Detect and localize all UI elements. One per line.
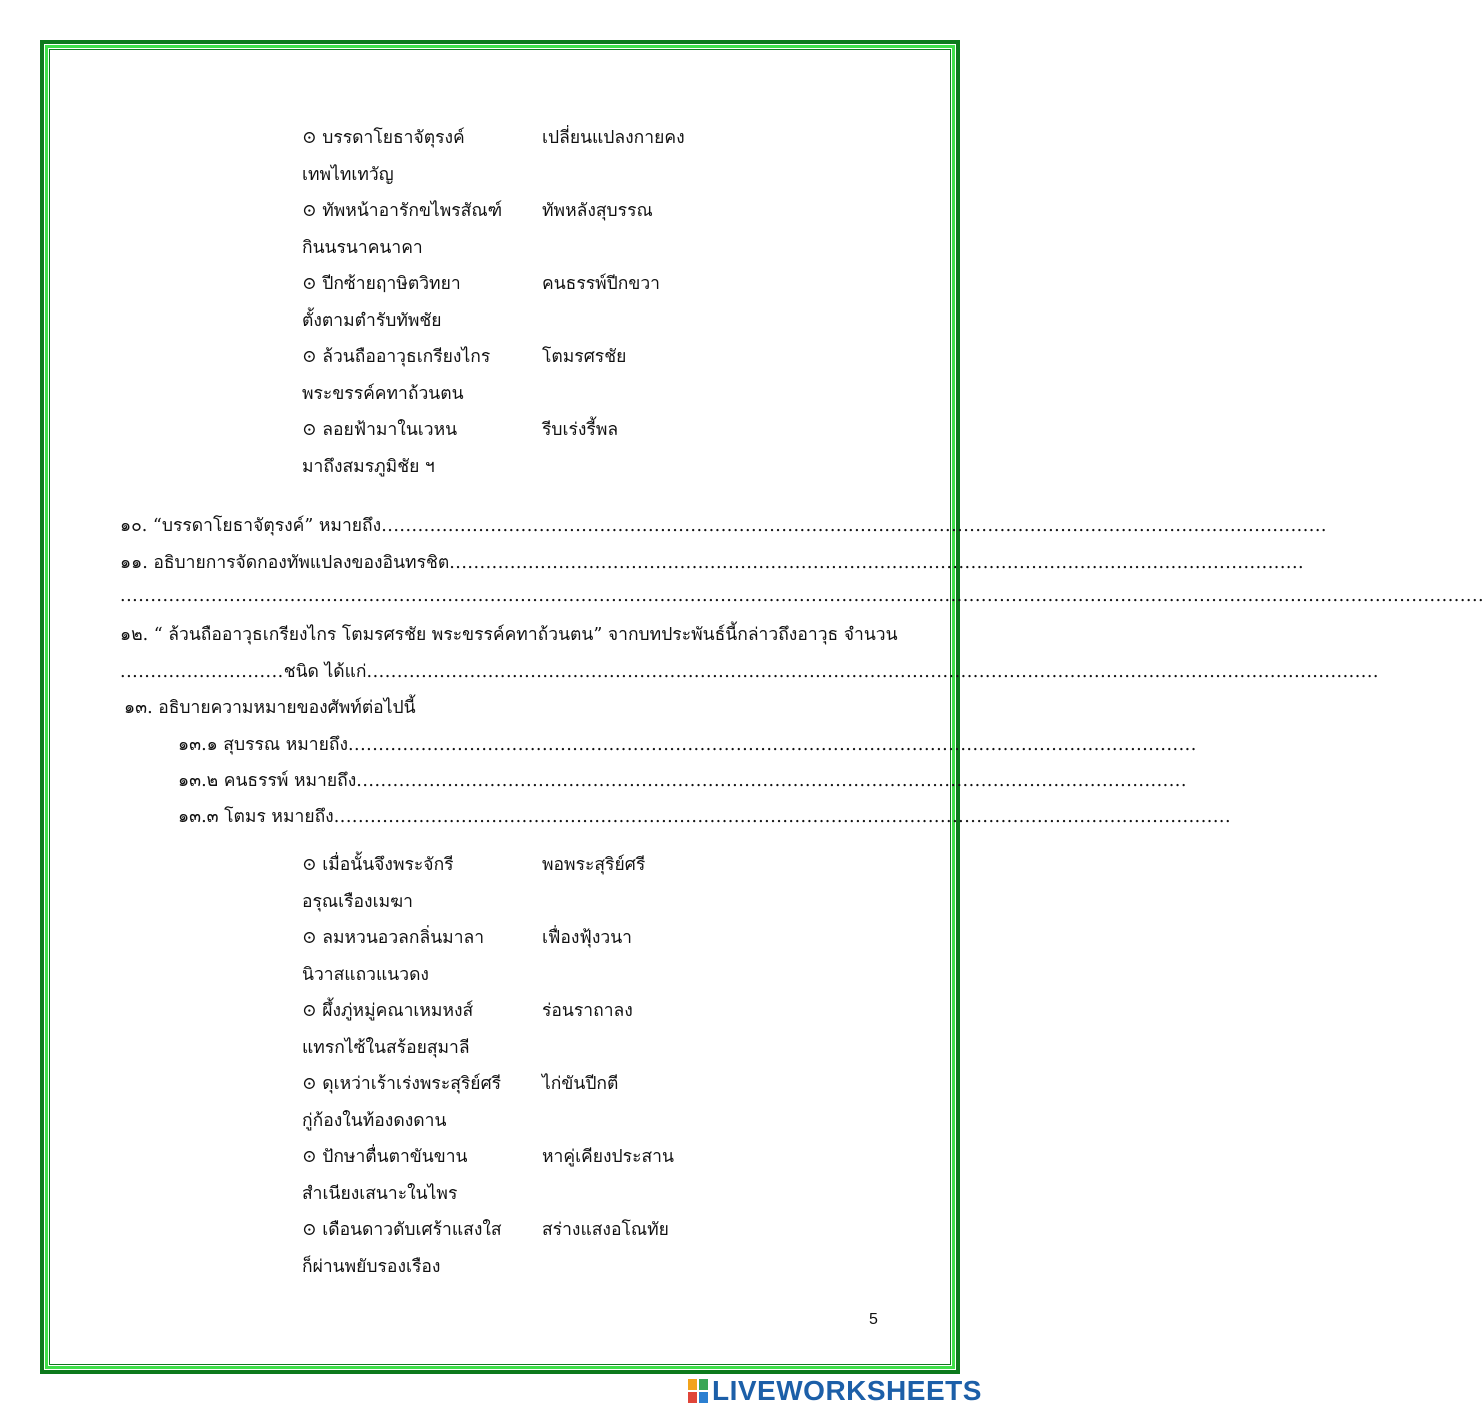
question-13-3 (178, 802, 1232, 830)
verse-first-half: ⊙ บรรดาโยธาจัตุรงค์ (302, 128, 465, 148)
question-10 (120, 511, 1327, 539)
question-12 (120, 620, 898, 648)
verse-line (302, 1103, 862, 1140)
verse-line (302, 1212, 862, 1249)
verse-line (302, 993, 862, 1030)
verse-first-half: ตั้งตามตำรับทัพชัย (302, 310, 442, 331)
verse-first-half: นิวาสแถวแนวดง (302, 964, 429, 985)
verse-first-half: อรุณเรืองเมฆา (302, 891, 413, 912)
verse-second-half: คนธรรพ์ปีกขวา (542, 274, 661, 294)
verse-line (302, 303, 862, 340)
question-11-line2 (120, 586, 1484, 606)
verse-block-1 (302, 120, 862, 485)
verse-first-half: เทพไทเทวัญ (302, 164, 394, 185)
verse-line (302, 884, 862, 921)
verse-line (302, 412, 862, 449)
liveworksheets-logo-icon (688, 1379, 708, 1403)
question-13-text: ๑๓. อธิบายความหมายของศัพท์ต่อไปนี้ (124, 698, 416, 718)
verse-line (302, 339, 862, 376)
answer-blank-12-list[interactable]: ....................................................................................................................................................................... (366, 662, 1379, 682)
question-13-1 (178, 730, 1197, 758)
verse-second-half: พอพระสุริย์ศรี (542, 855, 646, 875)
watermark-text: LIVEWORKSHEETS (712, 1375, 982, 1406)
verse-first-half: แทรกไซ้ในสร้อยสุมาลี (302, 1037, 470, 1058)
verse-first-half: ⊙ ปีกซ้ายฤาษิตวิทยา (302, 274, 461, 294)
verse-line (302, 957, 862, 994)
question-11-text: ๑๑. อธิบายการจัดกองทัพแปลงของอินทรชิต (120, 553, 450, 573)
verse-first-half: ⊙ ดุเหว่าเร้าเร่งพระสุริย์ศรี (302, 1074, 502, 1094)
liveworksheets-watermark[interactable] (688, 1374, 982, 1408)
verse-first-half: ⊙ เมื่อนั้นจึงพระจักรี (302, 855, 454, 875)
verse-first-half: ⊙ ปักษาตื่นตาขันขาน (302, 1147, 468, 1167)
verse-first-half: ⊙ ผึ้งภู่หมู่คณาเหมหงส์ (302, 1001, 474, 1021)
question-13-3-text: ๑๓.๓ โตมร หมายถึง (178, 807, 334, 827)
verse-second-half: เปลี่ยนแปลงกายคง (542, 128, 685, 148)
verse-first-half: ⊙ ลอยฟ้ามาในเวหน (302, 420, 458, 440)
verse-line (302, 266, 862, 303)
verse-second-half: เฟื่องฟุ้งวนา (542, 928, 632, 948)
question-11 (120, 548, 1305, 576)
answer-blank-10[interactable]: ............................................................................................................................................................ (381, 516, 1327, 536)
verse-line (302, 920, 862, 957)
question-12-line2 (120, 657, 1379, 685)
answer-blank-13-3[interactable]: .................................................................................................................................................... (333, 807, 1232, 827)
verse-line (302, 1176, 862, 1213)
verse-line (302, 1066, 862, 1103)
question-13 (124, 693, 869, 721)
page-number: 5 (869, 1311, 878, 1328)
answer-blank-11-line2[interactable]: ................................................................................................................................................................................................................................. (120, 586, 1484, 606)
verse-first-half: กู่ก้องในท้องดงดาน (302, 1110, 447, 1131)
verse-first-half: กินนรนาคนาคา (302, 237, 423, 258)
answer-blank-12-count[interactable]: ........................... (120, 662, 284, 682)
verse-line (302, 376, 862, 413)
verse-first-half: สำเนียงเสนาะในไพร (302, 1183, 458, 1204)
verse-line (302, 1030, 862, 1067)
verse-second-half: ทัพหลังสุบรรณ (542, 201, 653, 221)
verse-second-half: รีบเร่งรี้พล (542, 420, 619, 440)
verse-second-half: โตมรศรชัย (542, 347, 627, 367)
question-12-part2: ชนิด ได้แก่ (283, 662, 367, 682)
verse-second-half: หาคู่เคียงประสาน (542, 1147, 674, 1167)
verse-first-half: ⊙ ลมหวนอวลกลิ่นมาลา (302, 928, 485, 948)
verse-first-half: มาถึงสมรภูมิชัย ฯ (302, 456, 435, 477)
verse-line (302, 1249, 862, 1286)
verse-first-half: พระขรรค์คทาถ้วนตน (302, 383, 464, 404)
verse-second-half: สร่างแสงอโณทัย (542, 1220, 669, 1240)
verse-line (302, 193, 862, 230)
question-13-2 (178, 766, 1187, 794)
verse-second-half: ไก่ขันปีกตี (542, 1074, 619, 1094)
verse-line (302, 120, 862, 157)
verse-first-half: ⊙ เดือนดาวดับเศร้าแสงใส (302, 1220, 502, 1240)
verse-line (302, 230, 862, 267)
question-10-text: ๑๐. “บรรดาโยธาจัตุรงค์” หมายถึง (120, 516, 382, 536)
question-12-text: ๑๒. “ ล้วนถืออาวุธเกรียงไกร โตมรศรชัย พระขรรค์คทาถ้วนตน” จากบทประพันธ์นี้กล่าวถึงอาวุธ จำนวน (120, 625, 898, 645)
answer-blank-13-1[interactable]: ............................................................................................................................................ (347, 735, 1197, 755)
verse-line (302, 847, 862, 884)
answer-blank-13-2[interactable]: ......................................................................................................................................... (356, 771, 1187, 791)
verse-line (302, 1139, 862, 1176)
verse-first-half: ⊙ ทัพหน้าอารักขไพรสัณฑ์ (302, 201, 503, 221)
answer-blank-11[interactable]: ............................................................................................................................................. (449, 553, 1305, 573)
verse-block-2 (302, 847, 862, 1285)
verse-line (302, 449, 862, 486)
verse-first-half: ⊙ ล้วนถืออาวุธเกรียงไกร (302, 347, 491, 367)
question-13-1-text: ๑๓.๑ สุบรรณ หมายถึง (178, 735, 348, 755)
verse-line (302, 157, 862, 194)
verse-second-half: ร่อนราถาลง (542, 1001, 633, 1021)
verse-first-half: ก็ผ่านพยับรองเรือง (302, 1256, 441, 1277)
question-13-2-text: ๑๓.๒ คนธรรพ์ หมายถึง (178, 771, 357, 791)
